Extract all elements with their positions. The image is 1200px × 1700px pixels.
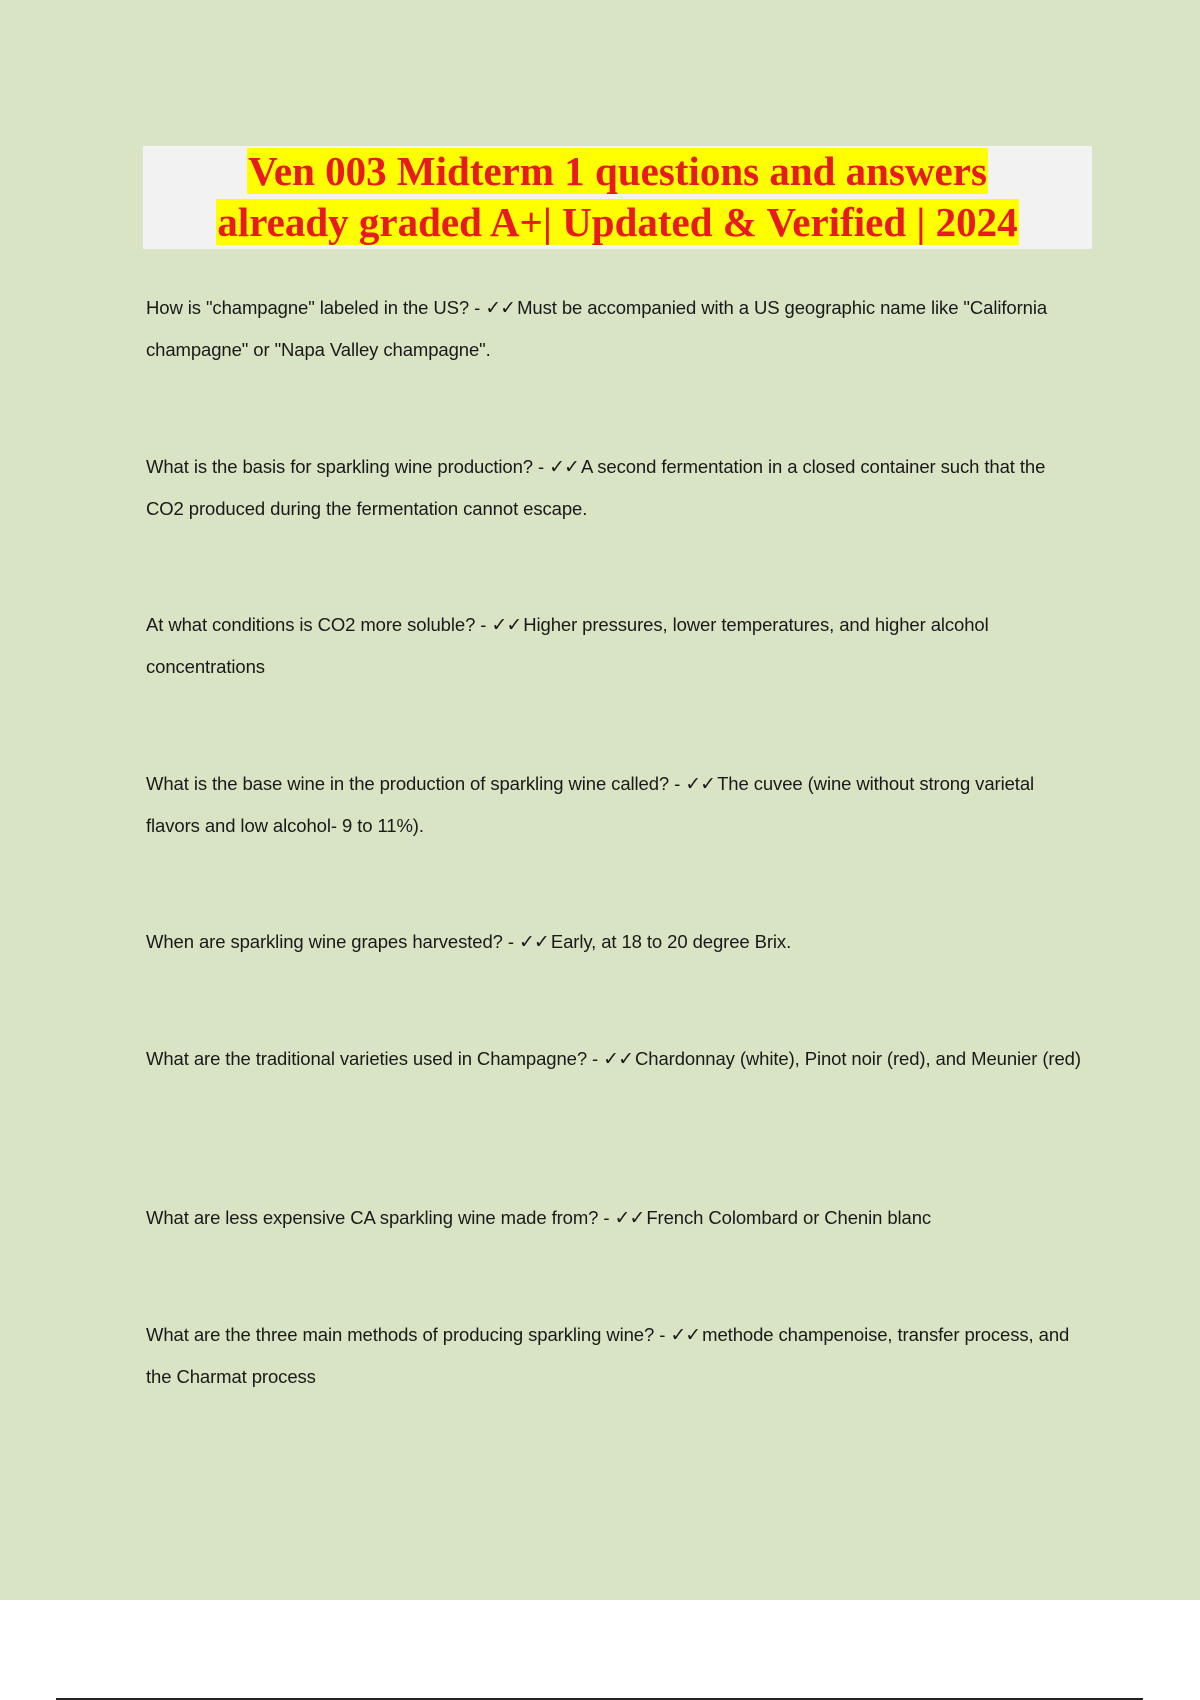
- qa-item-7: [146, 1197, 1086, 1239]
- title-box: [143, 146, 1092, 249]
- question-text: What is the base wine in the production of sparkling wine called? -: [146, 773, 686, 794]
- qa-item-2: [146, 446, 1086, 530]
- double-check-icon: ✓✓: [519, 931, 549, 953]
- title-line-2: already graded A+| Updated & Verified | 2024: [217, 199, 1018, 245]
- answer-text: methode champenoise, transfer process, and the Charmat process: [146, 1324, 1070, 1387]
- question-text: How is "champagne" labeled in the US? -: [146, 297, 486, 318]
- answer-text: A second fermentation in a closed container such that the CO2 produced during the fermentation cannot escape.: [146, 456, 1046, 519]
- qa-item-8: [146, 1314, 1086, 1398]
- answer-text: French Colombard or Chenin blanc: [646, 1207, 932, 1228]
- qa-item-5: [146, 921, 1086, 963]
- answer-text: The cuvee (wine without strong varietal flavors and low alcohol- 9 to 11%).: [146, 773, 1035, 836]
- double-check-icon: ✓✓: [670, 1324, 701, 1346]
- question-text: When are sparkling wine grapes harvested? -: [146, 931, 519, 952]
- question-text: What are less expensive CA sparkling wine made from? -: [146, 1207, 615, 1228]
- answer-text: Early, at 18 to 20 degree Brix.: [550, 931, 792, 952]
- question-text: At what conditions is CO2 more soluble? -: [146, 614, 492, 635]
- question-text: What are the three main methods of producing sparkling wine? -: [146, 1324, 671, 1345]
- qa-item-1: [146, 287, 1086, 371]
- question-text: What are the traditional varieties used in Champagne? -: [146, 1048, 604, 1069]
- question-text: What is the basis for sparkling wine production? -: [146, 456, 550, 477]
- double-check-icon: ✓✓: [603, 1048, 633, 1070]
- double-check-icon: ✓✓: [549, 456, 579, 478]
- answer-text: Chardonnay (white), Pinot noir (red), and Meunier (red): [635, 1048, 1081, 1069]
- title-line-1: Ven 003 Midterm 1 questions and answers: [248, 148, 987, 194]
- double-check-icon: ✓✓: [491, 614, 522, 636]
- answer-text: Must be accompanied with a US geographic name like "California champagne" or "Napa Valley champagne".: [146, 297, 1048, 360]
- document-title: [143, 146, 1092, 248]
- double-check-icon: ✓✓: [685, 773, 716, 795]
- qa-item-3: [146, 604, 1086, 688]
- qa-item-6: [146, 1038, 1086, 1080]
- double-check-icon: ✓✓: [485, 297, 516, 319]
- double-check-icon: ✓✓: [614, 1207, 645, 1229]
- answer-text: Higher pressures, lower temperatures, and higher alcohol concentrations: [146, 614, 989, 677]
- qa-item-4: [146, 763, 1086, 847]
